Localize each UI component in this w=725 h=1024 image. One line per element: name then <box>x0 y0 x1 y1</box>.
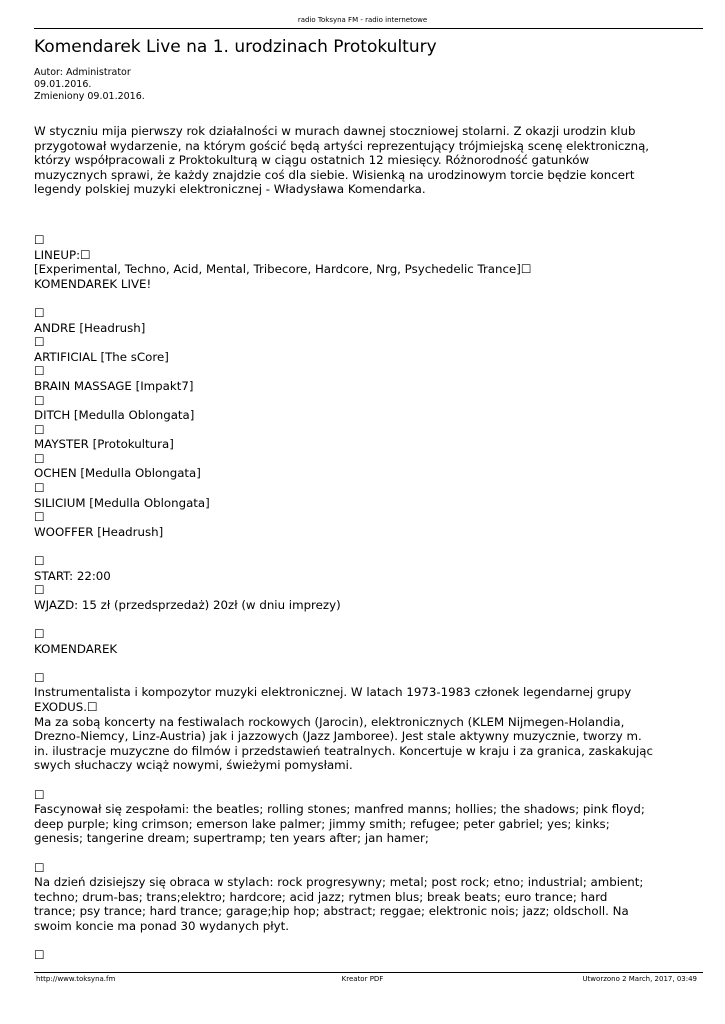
checkbox-glyph: ☐ <box>34 948 45 963</box>
site-header: radio Toksyna FM - radio internetowe <box>297 16 428 24</box>
text-line: przygotował wydarzenie, na którym gościć będą artyści reprezentujący trójmiejską scenę elektroniczną, <box>34 138 650 153</box>
text-line: którzy współpracowali z Proktokulturą w ciągu ostatnich 12 miesięcy. Różnorodność gatunków <box>34 153 590 168</box>
footer-generator: Kreator PDF <box>341 975 384 983</box>
checkbox-glyph: ☐ <box>34 510 45 525</box>
checkbox-glyph: ☐ <box>34 481 45 496</box>
checkbox-glyph: ☐ <box>34 422 45 437</box>
styles-paragraph <box>34 861 703 934</box>
start-time: START: 22:00 <box>34 568 111 583</box>
list-item: BRAIN MASSAGE [Impakt7] <box>34 378 194 393</box>
checkbox-glyph: ☐ <box>34 232 45 247</box>
section-komendarek <box>34 627 703 656</box>
intro-paragraph <box>34 124 703 197</box>
text-line: swoim koncie ma ponad 30 wydanych płyt. <box>34 918 290 933</box>
entry-price: WJAZD: 15 zł (przedsprzedaż) 20zł (w dniu imprezy) <box>34 597 341 612</box>
footer-url: http://www.toksyna.fm <box>36 975 116 983</box>
text-line: Fascynował się zespołami: the beatles; rolling stones; manfred manns; hollies; the shadows; pink floyd; <box>34 802 645 817</box>
bio-paragraph <box>34 671 703 773</box>
article-meta <box>34 67 145 103</box>
article-title: Komendarek Live na 1. urodzinach Protokultury <box>34 37 437 57</box>
list-item: OCHEN [Medulla Oblongata] <box>34 466 201 481</box>
text-line: EXODUS.☐ <box>34 699 98 714</box>
text-line: in. ilustracje muzyczne do filmów i przedstawień teatralnych. Koncertuje w kraju i za granica, zaskakując <box>34 743 653 758</box>
checkbox-glyph: ☐ <box>34 305 45 320</box>
header-rule <box>34 28 703 29</box>
text-line: techno; drum-bas; trans;elektro; hardcore; acid jazz; rytmen blus; break beats; euro trance; hard <box>34 889 608 904</box>
checkbox-glyph: ☐ <box>34 583 45 598</box>
checkbox-glyph: ☐ <box>34 335 45 350</box>
lineup-label: LINEUP:☐ <box>34 247 91 262</box>
modified-date: Zmieniony 09.01.2016. <box>34 91 145 102</box>
text-line: genesis; tangerine dream; supertramp; ten years after; jan hamer; <box>34 831 429 846</box>
trailing-box <box>34 948 703 963</box>
text-line: muzycznych sprawi, że każdy znajdzie coś dla siebie. Wisienką na urodzinowym torcie będzie koncert <box>34 167 635 182</box>
list-item: ARTIFICIAL [The sCore] <box>34 349 169 364</box>
publish-date: 09.01.2016. <box>34 79 92 90</box>
checkbox-glyph: ☐ <box>34 364 45 379</box>
text-line: swych słuchaczy wciąż nowymi, świeżymi pomysłami. <box>34 758 353 773</box>
artist-list <box>34 306 703 540</box>
list-item: SILICIUM [Medulla Oblongata] <box>34 495 210 510</box>
section-heading: KOMENDAREK <box>34 641 118 656</box>
article-body <box>34 124 703 963</box>
checkbox-glyph: ☐ <box>34 787 45 802</box>
footer-rule <box>34 972 703 973</box>
text-line: Drezno-Niemcy, Linz-Austria) jak i jazzowych (Jazz Jamboree). Jest stale aktywny muzycznie, tworzy m. <box>34 729 642 744</box>
text-line: deep purple; king crimson; emerson lake palmer; jimmy smith; refugee; peter gabriel; yes; kinks; <box>34 816 610 831</box>
footer-created: Utworzono 2 March, 2017, 03:49 <box>582 975 697 983</box>
checkbox-glyph: ☐ <box>34 554 45 569</box>
list-item: DITCH [Medulla Oblongata] <box>34 408 195 423</box>
checkbox-glyph: ☐ <box>34 627 45 641</box>
text-line: Instrumentalista i kompozytor muzyki elektronicznej. W latach 1973-1983 członek legendarnej grupy <box>34 685 632 700</box>
list-item: MAYSTER [Protokultura] <box>34 437 174 452</box>
author: Autor: Administrator <box>34 67 131 78</box>
text-line: Na dzień dzisiejszy się obraca w stylach: rock progresywny; metal; post rock; etno; industrial; ambient; <box>34 875 644 890</box>
lineup-section <box>34 233 703 291</box>
list-item: WOOFFER [Headrush] <box>34 524 164 539</box>
genres: [Experimental, Techno, Acid, Mental, Tribecore, Hardcore, Nrg, Psychedelic Trance]☐ <box>34 262 532 277</box>
text-line: Ma za sobą koncerty na festiwalach rockowych (Jarocin), elektronicznych (KLEM Nijmegen-Holandia, <box>34 714 625 729</box>
text-line: W styczniu mija pierwszy rok działalności w murach dawnej stoczniowej stolarni. Z okazji urodzin klub <box>34 124 636 138</box>
checkbox-glyph: ☐ <box>34 451 45 466</box>
checkbox-glyph: ☐ <box>34 670 45 685</box>
headliner: KOMENDAREK LIVE! <box>34 276 152 291</box>
influences-paragraph <box>34 788 703 846</box>
text-line: trance; psy trance; hard trance; garage;hip hop; abstract; reggae; elektronic nois; jazz; oldscholl. Na <box>34 904 629 919</box>
checkbox-glyph: ☐ <box>34 393 45 408</box>
event-info <box>34 554 703 612</box>
list-item: ANDRE [Headrush] <box>34 320 146 335</box>
text-line: legendy polskiej muzyki elektronicznej - Władysława Komendarka. <box>34 182 426 197</box>
checkbox-glyph: ☐ <box>34 860 45 875</box>
